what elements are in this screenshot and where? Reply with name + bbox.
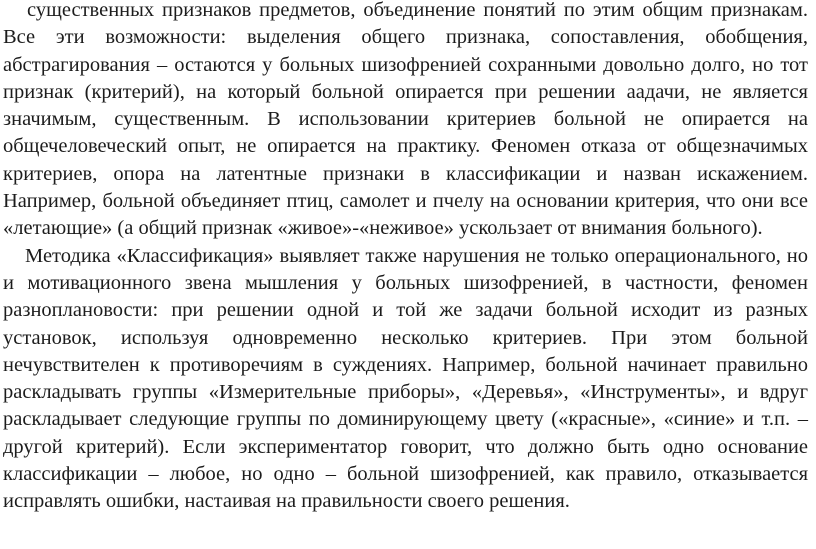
- paragraph-classification-method: Методика «Классификация» выявляет также нарушения не только операционального, но и мотивационного звена мышления у больных шизофренией, в частности, феномен разноплановости: при решении одной и той же задачи больной исходит из разных установок, используя одновременно несколько критериев. При этом больной нечувствителен к противоречиям в суждениях. Например, больной начинает правильно раскладывать группы «Измерительные приборы», «Деревья», «Инструменты», и вдруг раскладывает следующие группы по доминирующему цвету («красные», «синие» и т.п. – другой критерий). Если экспериментатор говорит, что должно быть одно основание классификации – любое, но одно – больной шизофренией, как правило, отказывается исправлять ошибки, настаивая на правильности своего решения.: [3, 244, 808, 513]
- paragraph-distortion: существенных признаков предметов, объединение понятий по этим общим признакам. Все эти возможности: выделения общего признака, сопоставления, обобщения, абстрагирования – остаются у больных шизофренией сохранными довольно долго, но тот признак (критерий), на который больной опирается при решении аадачи, не является значимым, существенным. В использовании критериев больной не опирается на общечеловеческий опыт, не опирается на практику. Феномен отказа от общезначимых критериев, опора на латентные признаки в классификации и назван искажением. Например, больной объединяет птиц, самолет и пчелу на основании критерия, что они все «летающие» (а общий признак «живое»-«неживое» ускользает от внимания больного).: [3, 0, 808, 240]
